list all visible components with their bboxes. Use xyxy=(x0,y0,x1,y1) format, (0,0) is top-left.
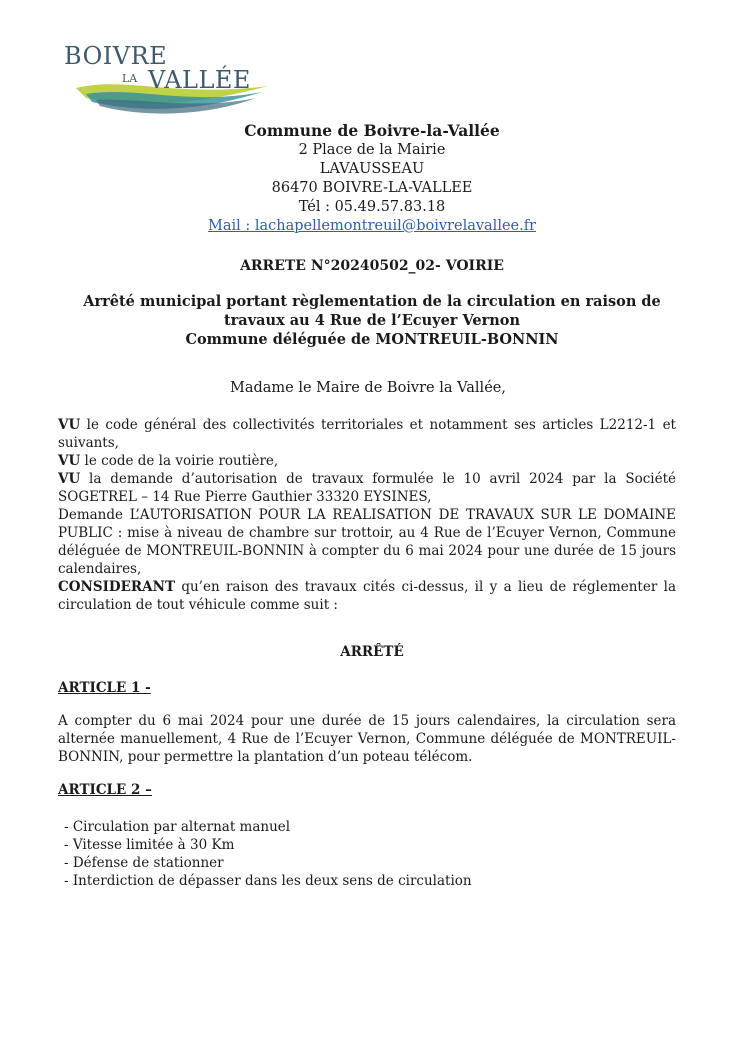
logo-word-boivre: BOIVRE xyxy=(64,42,168,70)
considerant-paragraph xyxy=(58,578,676,614)
subject-line-2: travaux au 4 Rue de l’Ecuyer Vernon xyxy=(223,312,521,329)
commune-name: Commune de Boivre-la-Vallée xyxy=(244,121,500,140)
address-line-2: LAVAUSSEAU xyxy=(319,161,425,177)
article-1-text: A compter du 6 mai 2024 pour une durée de 15 jours calendaires, la circulation sera alternée manuellement, 4 Rue de l’Ecuyer Vernon, Commune déléguée de MONTREUIL-BONNIN, pour permettre la plantation d’un poteau télécom. xyxy=(58,713,676,765)
address-line-1: 2 Place de la Mairie xyxy=(298,142,446,158)
vu-paragraph-1 xyxy=(58,416,676,452)
logo-word-vallee: VALLÉE xyxy=(148,66,251,94)
subject-line-3: Commune déléguée de MONTREUIL-BONNIN xyxy=(185,331,559,348)
list-item: - Circulation par alternat manuel xyxy=(64,819,291,835)
mail-link[interactable]: Mail : lachapellemontreuil@boivrelavallee.fr xyxy=(207,218,537,234)
list-item: - Vitesse limitée à 30 Km xyxy=(64,837,235,853)
demande-paragraph: Demande L’AUTORISATION POUR LA REALISATION DE TRAVAUX SUR LE DOMAINE PUBLIC : mise à niveau de chambre sur trottoir, au 4 Rue de l’Ecuyer Vernon, Commune déléguée de MONTREUIL-BONNIN à compter du 6 mai 2024 pour une durée de 15 jours calendaires, xyxy=(58,507,676,577)
vu-keyword: VU xyxy=(58,453,81,469)
article-2-title: ARTICLE 2 – xyxy=(58,782,152,798)
considerant-text: qu’en raison des travaux cités ci-dessus, il y a lieu de réglementer la circulation de tout véhicule comme suit : xyxy=(58,579,676,613)
list-item: - Interdiction de dépasser dans les deux sens de circulation xyxy=(64,873,472,889)
address-line-3: 86470 BOIVRE-LA-VALLEE xyxy=(271,180,473,196)
vu-keyword: VU xyxy=(58,417,81,433)
vu-paragraph-3 xyxy=(58,470,676,506)
phone-line: Tél : 05.49.57.83.18 xyxy=(298,199,446,215)
subject-line-1: Arrêté municipal portant règlementation de la circulation en raison de xyxy=(83,293,661,310)
considerations-block xyxy=(58,416,676,614)
arrete-subject xyxy=(0,292,744,349)
arrete-number: ARRETE N°20240502_02- VOIRIE xyxy=(240,258,504,274)
vu-text: la demande d’autorisation de travaux formulée le 10 avril 2024 par la Société SOGETREL – 14 Rue Pierre Gauthier 33320 EYSINES, xyxy=(58,471,676,505)
considerant-keyword: CONSIDERANT xyxy=(58,579,175,595)
vu-keyword: VU xyxy=(58,471,81,487)
commune-logo xyxy=(56,40,276,120)
vu-text: le code de la voirie routière, xyxy=(80,453,279,469)
logo-word-la: LA xyxy=(122,72,138,85)
addressee: Madame le Maire de Boivre la Vallée, xyxy=(230,380,506,396)
arrete-heading: ARRÊTÉ xyxy=(340,644,404,660)
article-1-title: ARTICLE 1 - xyxy=(58,680,151,696)
list-item: - Défense de stationner xyxy=(64,855,224,871)
vu-text: le code général des collectivités territoriales et notamment ses articles L2212-1 et suivants, xyxy=(58,417,676,451)
vu-paragraph-2 xyxy=(58,452,676,470)
article-2-list xyxy=(64,818,472,890)
